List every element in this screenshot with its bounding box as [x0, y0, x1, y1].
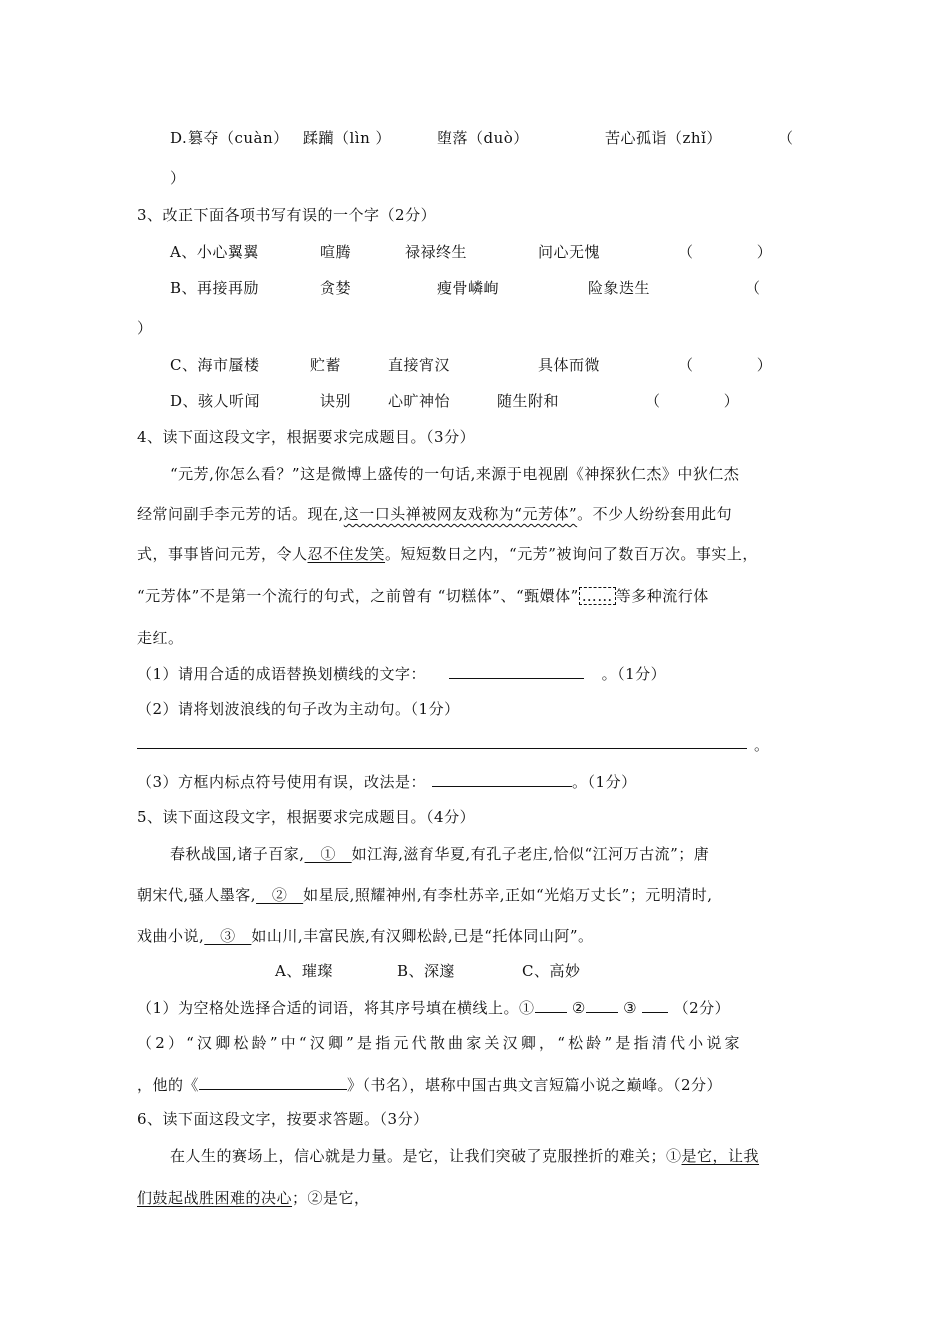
- q3-d-4: 随生附和: [497, 392, 560, 410]
- passage-text: 式，事事皆问元芳，令人: [137, 545, 308, 563]
- question-text: （3）方框内标点符号使用有误，改法是：: [137, 773, 427, 791]
- q5-option-a: A、璀璨: [275, 962, 333, 980]
- q3-a-4: 问心无愧: [538, 243, 601, 261]
- fill-blank-2[interactable]: ②: [256, 886, 304, 904]
- q5-sub-1: [137, 996, 730, 1019]
- q2-d-answer-paren-close: ）: [170, 169, 186, 187]
- question-text: 》（书名），堪称中国古典文言短篇小说之巅峰。（2分）: [347, 1076, 723, 1094]
- question-text: 。（1分）: [572, 773, 637, 791]
- underlined-phrase: 忍不住发笑: [307, 545, 386, 563]
- question-text: ③: [623, 999, 638, 1017]
- question-text: （1）为空格处选择合适的词语，将其序号填在横线上。①: [137, 999, 535, 1017]
- q5-title: 5、读下面这段文字，根据要求完成题目。（4分）: [137, 808, 476, 826]
- q5-passage-line-2: [137, 884, 713, 906]
- passage-text: 春秋战国,诸子百家,: [170, 845, 305, 863]
- q3-b-4: 险象迭生: [588, 279, 651, 297]
- question-text: （1）请用合适的成语替换划横线的文字：: [137, 665, 427, 683]
- q2-d-answer-paren-open: （: [778, 129, 794, 147]
- q3-b-answer-open: （: [745, 279, 761, 297]
- q2-d-word-1: 篡夺（cuàn）: [188, 129, 289, 147]
- q4-passage-line-2: [137, 503, 732, 525]
- boxed-punctuation: ……: [579, 587, 616, 605]
- q4-passage-line-4: [137, 585, 709, 607]
- passage-text: 朝宋代,骚人墨客,: [137, 886, 257, 904]
- q3-d-answer: （ ）: [645, 392, 740, 410]
- q3-d-3: 心旷神怡: [388, 392, 451, 410]
- q3-c-2: 贮蓄: [310, 356, 342, 374]
- passage-text: 。不少人纷纷套用此句: [577, 505, 733, 523]
- q3-d-1: D、骇人听闻: [170, 392, 261, 410]
- q4-passage-line-3: [137, 543, 758, 565]
- passage-text: 如山川,丰富民族,有汉卿松龄,已是“托体同山阿”。: [251, 927, 594, 945]
- passage-text: 。短短数日之内，“元芳”被询问了数百万次。事实上，: [385, 545, 758, 563]
- passage-text: 等多种流行体: [615, 587, 709, 605]
- q3-a-answer: （ ）: [678, 243, 773, 261]
- passage-text: 戏曲小说,: [137, 927, 205, 945]
- q5-sub-2-cont: [137, 1073, 722, 1096]
- question-text: （2分）: [673, 999, 731, 1017]
- q3-b-3: 瘦骨嶙峋: [437, 279, 500, 297]
- answer-blank-1[interactable]: [535, 996, 567, 1013]
- q4-sub-3: [137, 770, 637, 793]
- q3-a-2: 喧腾: [320, 243, 352, 261]
- wavy-underlined-sentence: 这一口头禅被网友戏称为“元芳体”: [343, 505, 578, 523]
- book-title-blank[interactable]: [199, 1073, 347, 1090]
- q3-c-answer: （ ）: [678, 356, 773, 374]
- question-text: ，他的《: [137, 1076, 200, 1094]
- passage-text: 在人生的赛场上，信心就是力量。是它，让我们突破了克服挫折的难关；①: [170, 1147, 682, 1165]
- q5-sub-2: （2）“汉卿松龄”中“汉卿”是指元代散曲家关汉卿，“松龄”是指清代小说家: [137, 1034, 743, 1052]
- answer-blank[interactable]: [432, 770, 572, 787]
- q3-d-2: 诀别: [320, 392, 352, 410]
- answer-blank[interactable]: [449, 662, 584, 679]
- fill-blank-3[interactable]: ③: [204, 927, 252, 945]
- q5-option-b: B、深邃: [397, 962, 456, 980]
- q4-sub-2: （2）请将划波浪线的句子改为主动句。（1分）: [137, 700, 460, 718]
- question-text: ②: [571, 999, 586, 1017]
- q3-b-answer-close: ）: [137, 319, 153, 337]
- q3-a-1: A、小心翼翼: [170, 243, 259, 261]
- q6-passage-line-1: [170, 1145, 759, 1167]
- q3-c-4: 具体而微: [538, 356, 601, 374]
- option-letter: D.: [170, 129, 188, 147]
- q3-title: 3、改正下面各项书写有误的一个字（2分）: [137, 206, 437, 224]
- q6-title: 6、读下面这段文字，按要求答题。（3分）: [137, 1110, 429, 1128]
- answer-line-end: 。: [754, 736, 770, 754]
- q6-passage-line-2: [137, 1187, 370, 1209]
- q2-d-word-4: 苦心孤诣（zhǐ）: [605, 129, 722, 147]
- answer-blank-3[interactable]: [642, 996, 668, 1013]
- q2-d-word-2: 蹂躏（lìn ）: [303, 129, 392, 147]
- q3-b-1: B、再接再励: [170, 279, 260, 297]
- underlined-sentence: 们鼓起战胜困难的决心: [137, 1189, 293, 1207]
- q5-option-c: C、高妙: [522, 962, 581, 980]
- question-text: 。（1分）: [601, 665, 667, 683]
- passage-text: 如江海,滋育华夏,有孔子老庄,恰似“江河万古流”；唐: [351, 845, 710, 863]
- q3-c-1: C、海市蜃楼: [170, 356, 260, 374]
- q3-a-3: 禄禄终生: [405, 243, 468, 261]
- q5-passage-line-1: [170, 843, 709, 865]
- q4-passage-line-1: “元芳,你怎么看？”这是微博上盛传的一句话,来源于电视剧《神探狄仁杰》中狄仁杰: [170, 465, 740, 483]
- q3-b-2: 贪婪: [320, 279, 352, 297]
- answer-line[interactable]: [137, 748, 747, 749]
- q4-sub-1: [137, 662, 666, 685]
- passage-text: “元芳体”不是第一个流行的句式，之前曾有 “切糕体”、“甄嬛体”: [137, 587, 579, 605]
- answer-blank-2[interactable]: [586, 996, 618, 1013]
- passage-text: ；②是它，: [292, 1189, 370, 1207]
- q5-passage-line-3: [137, 925, 594, 947]
- q2-option-d: [170, 127, 187, 149]
- underlined-sentence: 是它，让我: [681, 1147, 760, 1165]
- q3-c-3: 直接宵汉: [388, 356, 451, 374]
- q4-passage-line-5: 走红。: [137, 629, 184, 647]
- q2-d-word-3: 堕落（duò）: [437, 129, 529, 147]
- fill-blank-1[interactable]: ①: [304, 845, 352, 863]
- passage-text: 经常问副手李元芳的话。现在,: [137, 505, 344, 523]
- passage-text: 如星辰,照耀神州,有李杜苏辛,正如“光焰万丈长”；元明清时,: [303, 886, 713, 904]
- q4-title: 4、读下面这段文字，根据要求完成题目。（3分）: [137, 428, 476, 446]
